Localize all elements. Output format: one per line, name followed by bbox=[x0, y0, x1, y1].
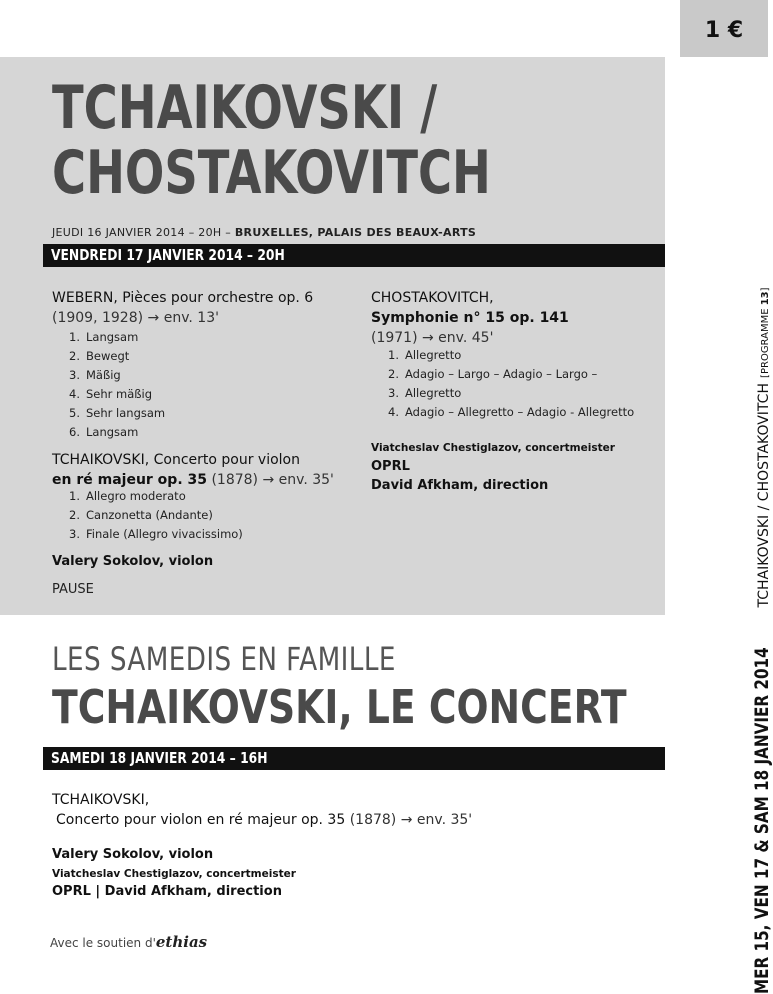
concert2-date-bar bbox=[43, 747, 665, 770]
pre-concert-venue: BRUXELLES, PALAIS DES BEAUX-ARTS bbox=[234, 226, 477, 239]
price-tag bbox=[680, 0, 768, 57]
work-tchaikovski bbox=[52, 450, 334, 490]
movement-item: 2. Bewegt bbox=[69, 349, 130, 363]
concert2-work bbox=[52, 790, 472, 830]
movement-item: 1. Allegro moderato bbox=[69, 489, 186, 503]
concert2-soloist: Valery Sokolov, violon bbox=[52, 847, 214, 862]
work-chostakovitch bbox=[371, 288, 569, 348]
chostakovitch-movements bbox=[377, 346, 634, 422]
chostakovitch-composer: CHOSTAKOVITCH, bbox=[371, 290, 494, 306]
webern-movements bbox=[58, 328, 165, 442]
concert1-conductor: David Afkham, direction bbox=[371, 478, 549, 493]
tchaikovski-movements bbox=[58, 487, 243, 544]
sponsor-logo: ethias bbox=[155, 933, 208, 951]
movement-item: 3. Mäßig bbox=[69, 368, 121, 382]
movement-item: 4. Adagio – Allegretto – Adagio - Allegretto bbox=[388, 405, 635, 419]
concert1-concertmeister: Viatcheslav Chestiglazov, concertmeister bbox=[371, 442, 615, 454]
pause-label: PAUSE bbox=[52, 582, 94, 597]
title-line2: CHOSTAKOVITCH bbox=[52, 138, 491, 208]
tchaikovski-title2: en ré majeur op. 35 (1878) → env. 35' bbox=[52, 472, 334, 488]
movement-item: 2. Canzonetta (Andante) bbox=[69, 508, 213, 522]
webern-title: WEBERN, Pièces pour orchestre op. 6 bbox=[52, 290, 314, 306]
chostakovitch-title: Symphonie n° 15 op. 141 bbox=[371, 310, 569, 326]
movement-item: 1. Allegretto bbox=[388, 348, 462, 362]
work-webern bbox=[52, 288, 313, 328]
concert2-orchestra-conductor: OPRL | David Afkham, direction bbox=[52, 884, 282, 899]
tchaikovski-title: TCHAIKOVSKI, Concerto pour violon bbox=[52, 452, 300, 468]
movement-item: 3. Finale (Allegro vivacissimo) bbox=[69, 527, 243, 541]
price-text: 1 € bbox=[704, 18, 744, 43]
movement-item: 5. Sehr langsam bbox=[69, 406, 166, 420]
pre-concert-date: JEUDI 16 JANVIER 2014 – 20H – bbox=[52, 226, 232, 239]
sidebar-program-name: TCHAIKOVSKI / CHOSTAKOVITCH bbox=[756, 383, 772, 608]
support-text: Avec le soutien d' bbox=[50, 936, 156, 950]
movement-item: 4. Sehr mäßig bbox=[69, 387, 153, 401]
concert2-composer: TCHAIKOVSKI, bbox=[52, 792, 150, 808]
concert1-date-bar bbox=[43, 244, 665, 267]
title-line1: TCHAIKOVSKI / bbox=[52, 73, 438, 143]
vertical-sidebar bbox=[751, 287, 773, 994]
concert2-date-text: SAMEDI 18 JANVIER 2014 – 16H bbox=[51, 749, 268, 767]
sidebar-dates: MER 15, VEN 17 & SAM 18 JANVIER 2014 bbox=[751, 647, 773, 994]
chostakovitch-details: (1971) → env. 45' bbox=[371, 330, 494, 346]
concert2-work-line: Concerto pour violon en ré majeur op. 35 (1878) → env. 35' bbox=[56, 812, 473, 828]
series-title: LES SAMEDIS EN FAMILLE bbox=[52, 640, 396, 678]
movement-item: 6. Langsam bbox=[69, 425, 139, 439]
concert2-title: TCHAIKOVSKI, LE CONCERT bbox=[52, 680, 627, 734]
sidebar-program-number: [PROGRAMME 13] bbox=[760, 287, 771, 378]
concert1-soloist: Valery Sokolov, violon bbox=[52, 554, 214, 569]
movement-item: 2. Adagio – Largo – Adagio – Largo – bbox=[388, 367, 598, 381]
concert1-date-text: VENDREDI 17 JANVIER 2014 – 20H bbox=[51, 246, 285, 264]
webern-details: (1909, 1928) → env. 13' bbox=[52, 310, 219, 326]
pre-concert-line bbox=[52, 226, 476, 239]
sponsor-line bbox=[50, 933, 207, 951]
movement-item: 1. Langsam bbox=[69, 330, 139, 344]
page-title bbox=[52, 73, 491, 208]
concert1-orchestra: OPRL bbox=[371, 459, 410, 474]
concert2-concertmeister: Viatcheslav Chestiglazov, concertmeister bbox=[52, 868, 296, 880]
movement-item: 3. Allegretto bbox=[388, 386, 462, 400]
